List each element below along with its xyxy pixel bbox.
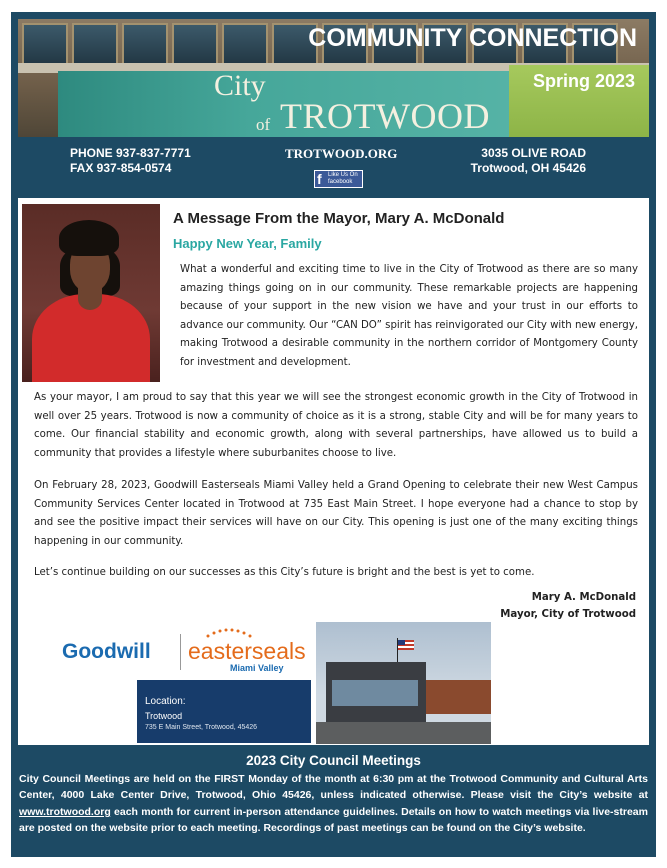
article-subheadline: Happy New Year, Family [173,236,322,251]
signature-name: Mary A. McDonald [531,592,636,603]
article-paragraph-2: As your mayor, I am proud to say that this year we will see the strongest economic growth in the City of Trotwood in well over 25 years. Trotwood is now a community of choice as it is a strong, stable City and will be for many years to come. Our financial stability and economic growth, along with several partnerships, have allowed us to build a community that provides a lifestyle where suburbanites choose to live. [34,392,638,459]
location-city: Trotwood [145,711,183,721]
community-center-photo [316,622,491,744]
location-card [137,680,311,743]
contact-address-block [462,146,586,176]
logo-divider [180,634,181,670]
facebook-label: Like Us On facebook [328,172,358,185]
city-word: City [214,69,266,102]
article-paragraph-4: Let’s continue building on our successes as this City’s future is bright and the best is yet to come. [34,567,535,578]
phone-number: PHONE 937-837-7771 [70,146,191,160]
article-headline: A Message From the Mayor, Mary A. McDonald [173,210,505,227]
website-link[interactable]: TROTWOOD.ORG [285,146,398,161]
easterseals-logo: easterseals [188,638,306,664]
facebook-button[interactable] [314,170,363,188]
signature-block [500,589,636,623]
issue-season: Spring 2023 [532,71,635,91]
article-paragraph-3: On February 28, 2023, Goodwill Easterseals Miami Valley held a Grand Opening to celebrate their new West Campus Community Services Center located in Trotwood at 735 East Main Street. I hope everyone had a chance to stop by and see the positive impact their services will have on our City. This opening is just one of the many exciting things happening in our community. [34,480,638,547]
signature-title: Mayor, City of Trotwood [500,609,636,620]
council-meetings-text: City Council Meetings are held on the FIRST Monday of the month at 6:30 pm at the Trotwood Community and Cultural Arts Center, 4000 Lake Center Drive, Trotwood, Ohio 45426, unless indicated otherwise. Please visit the City’s website at www.trotwood.org each month for current in-person attendance guidelines. Details on how to watch meetings via live-stream are posted on the website prior to each meeting. Recordings of past meetings can be found on the City’s website. [19,773,648,835]
location-label: Location: [145,696,186,707]
address-line-1: 3035 OLIVE ROAD [481,146,586,160]
location-address: 735 E Main Street, Trotwood, 45426 [145,724,258,731]
mayor-photo [22,204,160,382]
goodwill-logo: Goodwill [62,640,151,663]
contact-phone-block [70,146,191,176]
miami-valley-label: Miami Valley [230,663,284,673]
city-website-link[interactable]: www.trotwood.org [19,805,111,818]
trotwood-word: TROTWOOD [280,96,490,136]
article-paragraph-1: What a wonderful and exciting time to live in the City of Trotwood as there are so many amazing things going on in our community. These remarkable projects are happening because of your support in the new vision we have and your trust in our efforts to advance our community. Our “CAN DO” spirit has reinvigorated our City with new energy, making Trotwood a desirable community in the northern corridor of Montgomery County for investment and development. [180,264,638,368]
facebook-icon: f [317,171,322,187]
masthead-banner [18,19,649,137]
newsletter-title: COMMUNITY CONNECTION [308,24,637,52]
main-content [18,198,649,745]
council-meetings-title: 2023 City Council Meetings [246,753,421,768]
address-line-2: Trotwood, OH 45426 [470,161,586,175]
fax-number: FAX 937-854-0574 [70,161,172,175]
of-word: of [256,115,271,134]
